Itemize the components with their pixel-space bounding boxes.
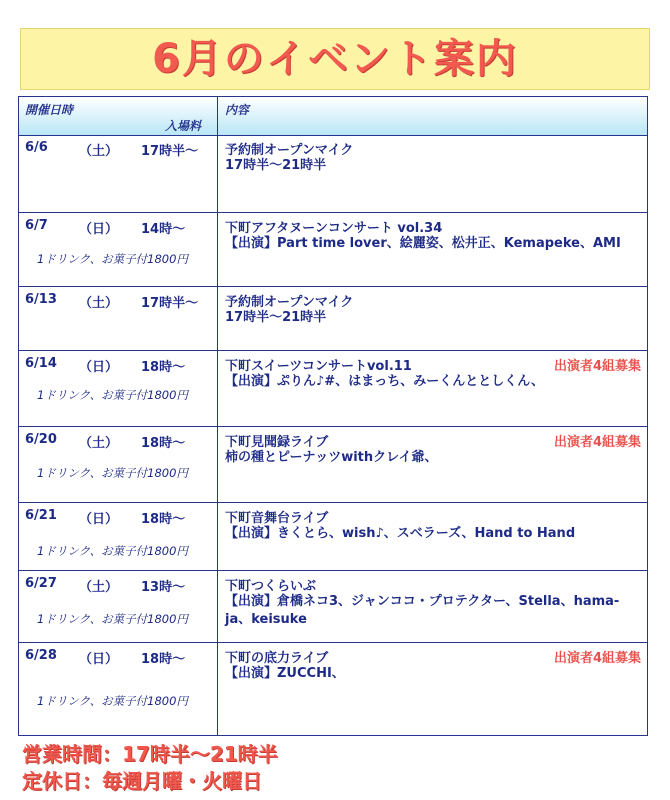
event-date: 6/13: [25, 292, 57, 307]
event-date: 6/7: [25, 218, 48, 233]
event-weekday: （日）: [79, 652, 119, 667]
event-time: 18時～: [141, 652, 186, 667]
table-row: [19, 503, 647, 571]
event-title: 下町つくらいぶ: [225, 579, 317, 594]
page-title: 6月のイベント案内: [152, 36, 518, 82]
event-date: 6/6: [25, 140, 48, 155]
recruit-notice: 出演者4組募集: [553, 651, 641, 666]
header-content: 内容: [225, 103, 250, 117]
event-date: 6/28: [25, 648, 57, 663]
event-date: 6/20: [25, 432, 57, 447]
event-detail: 【出演】ZUCCHI、: [225, 666, 345, 681]
event-title: 下町スイーツコンサートvol.11: [225, 359, 412, 374]
event-weekday: （土）: [79, 296, 119, 311]
event-time: 18時～: [141, 360, 186, 375]
event-price: 1ドリンク、お菓子付1800円: [37, 388, 188, 402]
event-detail: 【出演】きくとら、wish♪、スベラーズ、Hand to Hand: [225, 526, 576, 541]
table-row: [19, 571, 647, 643]
header-fee: 入場料: [165, 119, 202, 133]
event-price: 1ドリンク、お菓子付1800円: [37, 694, 188, 708]
event-table: [18, 96, 648, 736]
event-detail: 【出演】倉橋ネコ3、ジャンココ・プロテクター、Stella、hama-ja、keisuke: [225, 594, 620, 627]
closed-days: 定休日：毎週月曜・火曜日: [22, 769, 262, 793]
event-price: 1ドリンク、お菓子付1800円: [37, 252, 188, 266]
header-date: 開催日時: [25, 103, 74, 117]
table-row: [19, 135, 647, 213]
event-weekday: （土）: [79, 580, 119, 595]
event-date: 6/27: [25, 576, 57, 591]
event-title: 下町見聞録ライブ: [225, 435, 329, 450]
title-banner: [20, 28, 650, 90]
event-weekday: （日）: [79, 360, 119, 375]
table-row: [19, 351, 647, 427]
table-header: [19, 97, 647, 136]
event-weekday: （日）: [79, 512, 119, 527]
event-time: 18時～: [141, 436, 186, 451]
event-time: 18時～: [141, 512, 186, 527]
event-date: 6/14: [25, 356, 57, 371]
event-date: 6/21: [25, 508, 57, 523]
recruit-notice: 出演者4組募集: [553, 359, 641, 374]
event-price: 1ドリンク、お菓子付1800円: [37, 466, 188, 480]
business-hours: 営業時間：17時半～21時半: [22, 742, 278, 766]
event-detail: 17時半～21時半: [225, 158, 327, 173]
event-title: 下町アフタヌーンコンサート vol.34: [225, 221, 443, 236]
event-title: 予約制オープンマイク: [225, 143, 354, 158]
event-price: 1ドリンク、お菓子付1800円: [37, 612, 188, 626]
event-weekday: （日）: [79, 222, 119, 237]
event-weekday: （土）: [79, 144, 119, 159]
event-title: 下町音舞台ライブ: [225, 511, 329, 526]
event-detail: 【出演】Part time lover、絵麗姿、松井正、Kemapeke、AMI: [225, 236, 621, 251]
event-time: 13時～: [141, 580, 186, 595]
event-detail: 【出演】ぷりん♪#、はまっち、みーくんととしくん、: [225, 374, 544, 389]
event-title: 予約制オープンマイク: [225, 295, 354, 310]
table-row: [19, 287, 647, 351]
event-title: 下町の底力ライブ: [225, 651, 329, 666]
event-detail: 17時半～21時半: [225, 310, 327, 325]
event-time: 17時半～: [141, 296, 199, 311]
recruit-notice: 出演者4組募集: [553, 435, 641, 450]
event-time: 17時半～: [141, 144, 199, 159]
table-row: [19, 213, 647, 287]
event-price: 1ドリンク、お菓子付1800円: [37, 544, 188, 558]
event-weekday: （土）: [79, 436, 119, 451]
table-row: [19, 427, 647, 503]
table-row: [19, 643, 647, 737]
event-time: 14時～: [141, 222, 186, 237]
event-detail: 柿の種とピーナッツwithクレイ爺、: [225, 450, 438, 465]
